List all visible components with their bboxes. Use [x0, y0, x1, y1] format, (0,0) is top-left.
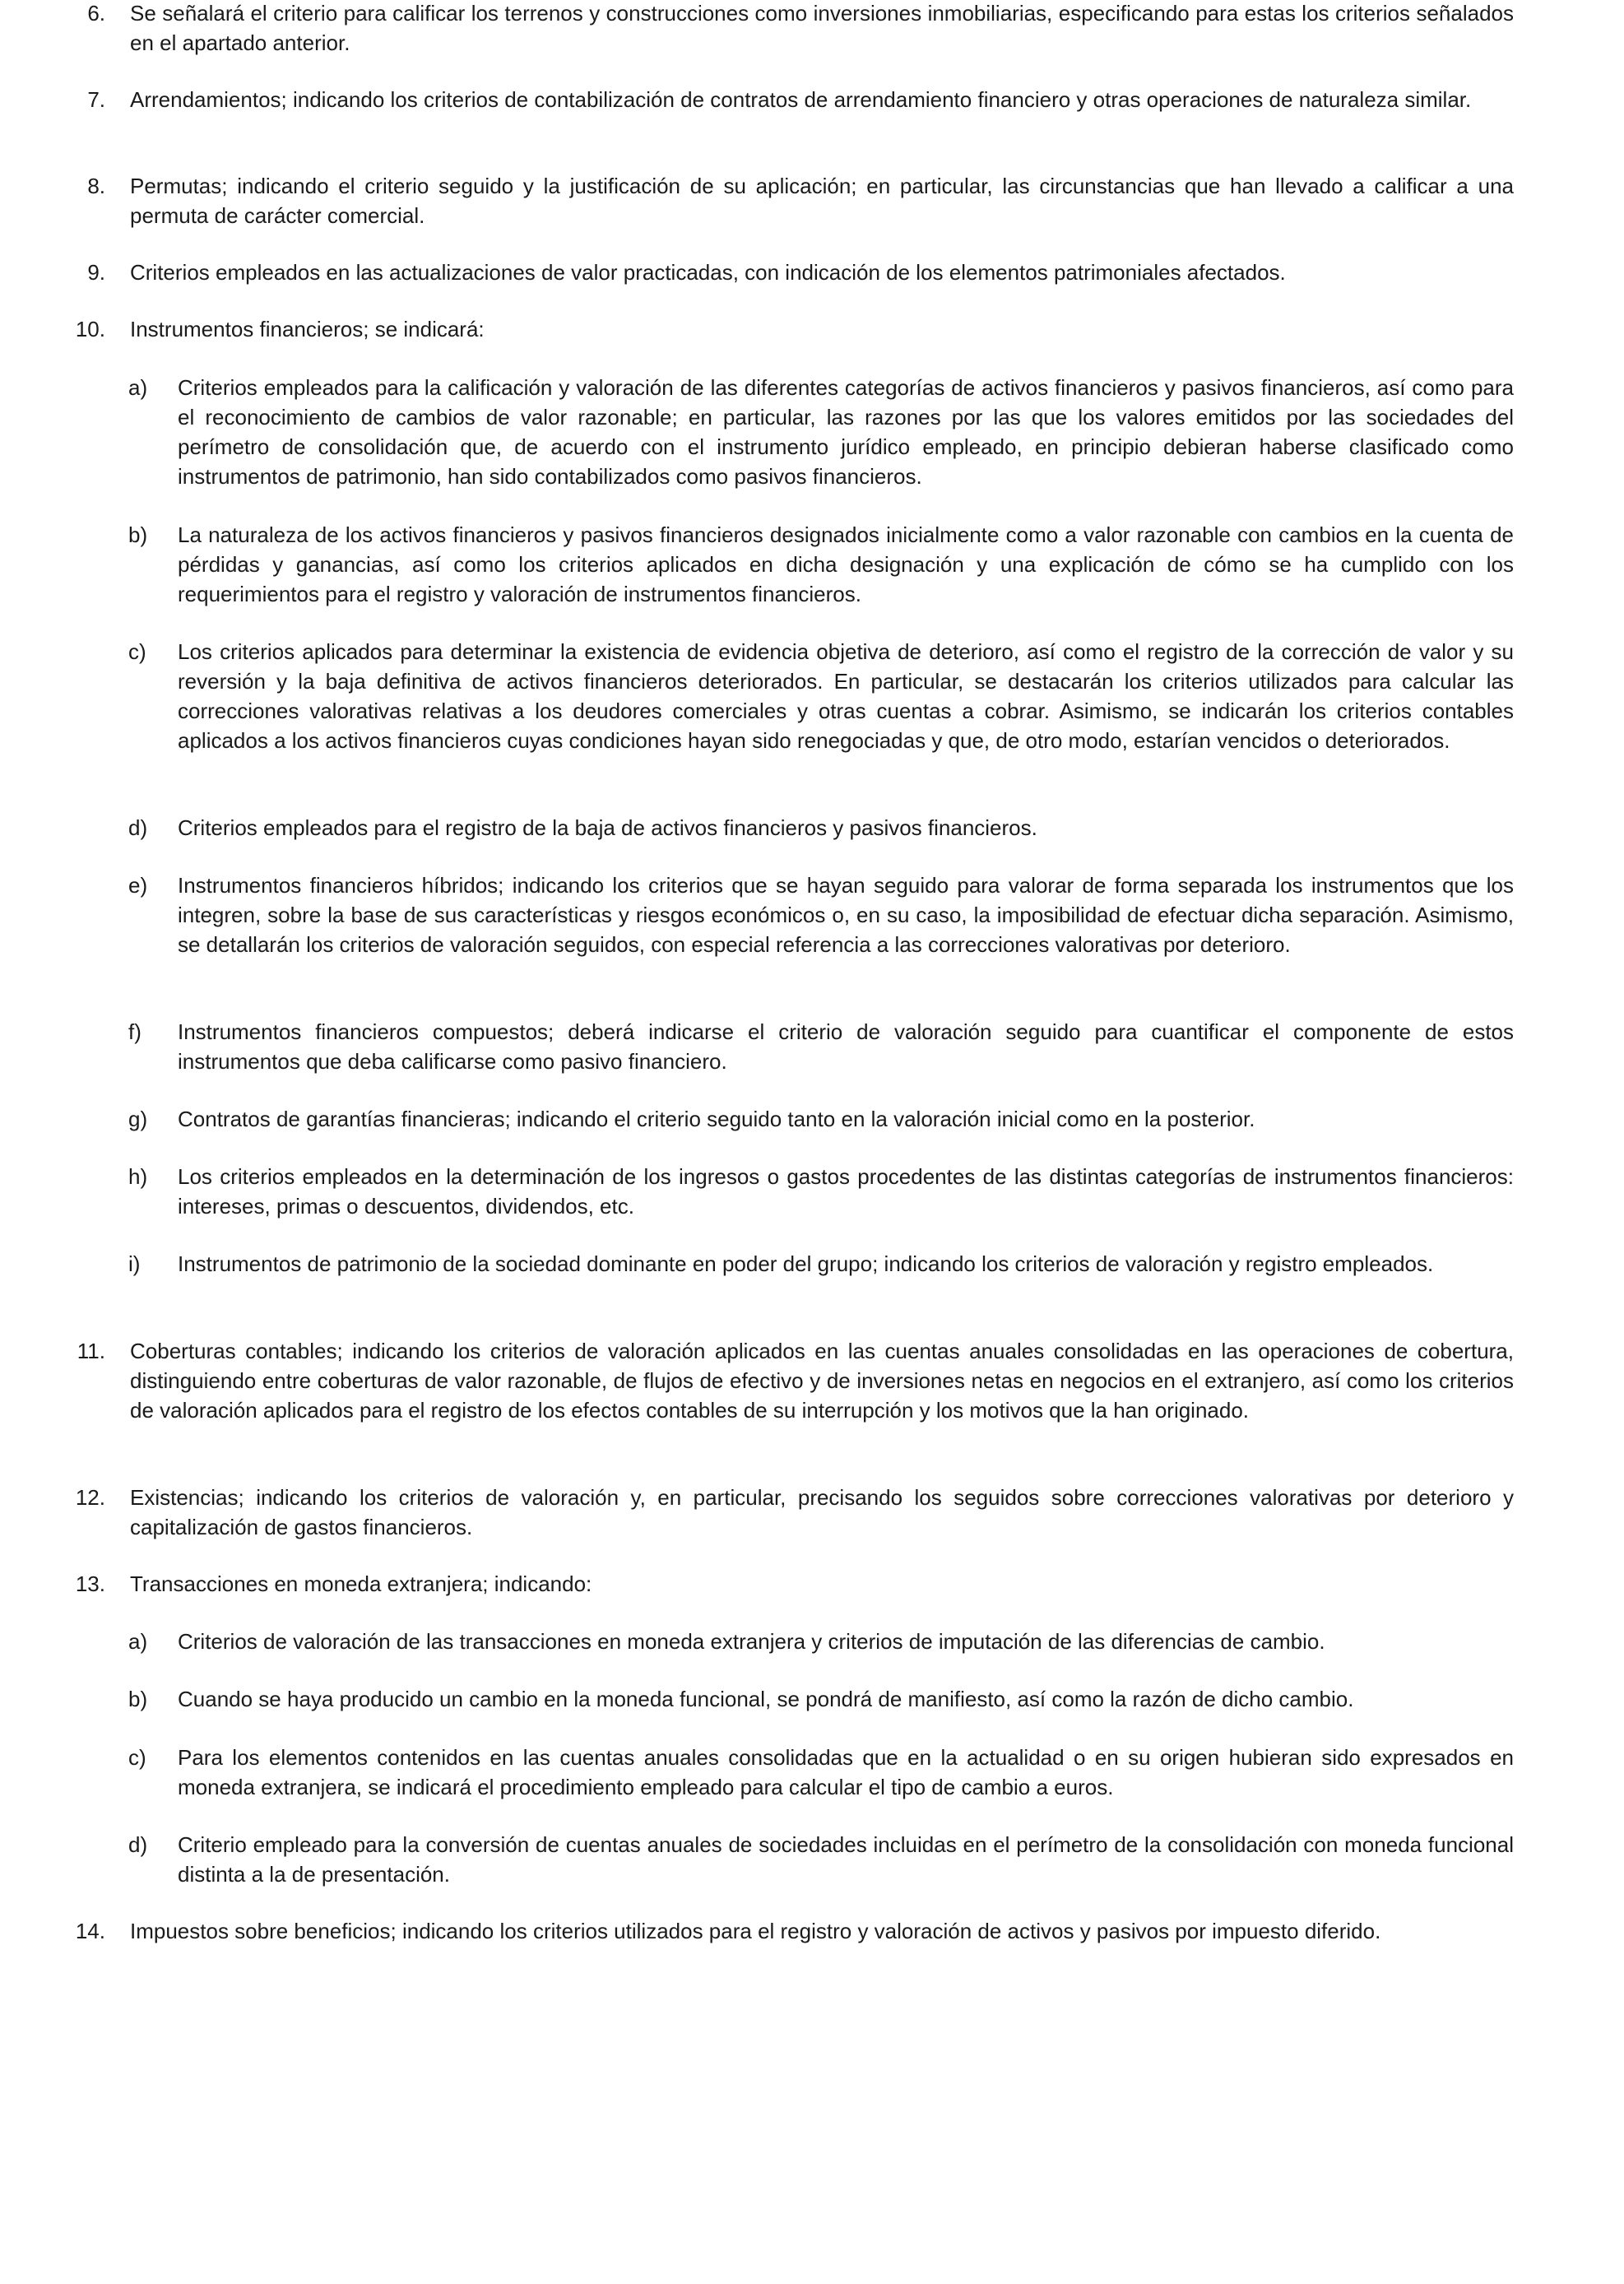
- sub-item-10-i: [128, 1249, 1514, 1279]
- sub-item-letter: b): [128, 522, 148, 547]
- sub-item-text: Criterios empleados para el registro de la baja de activos financieros y pasivos financieros.: [178, 815, 1037, 840]
- item-number: 14.: [75, 1919, 105, 1943]
- sub-item-text: Los criterios aplicados para determinar la existencia de evidencia objetiva de deterioro, así como el registro de la corrección de valor y su reversión y la baja definitiva de activos financieros deteriorados. En particular, se destacarán los criterios utilizados para calcular las correcciones valorativas relativas a los deudores comerciales y otras cuentas a cobrar. Asimismo, se indicarán los criterios contables aplicados a los activos financieros cuyas condiciones hayan sido renegociadas y que, de otro modo, estarían vencidos o deteriorados.: [178, 639, 1514, 753]
- item-text: Coberturas contables; indicando los criterios de valoración aplicados en las cuentas anuales consolidadas en las operaciones de cobertura, distinguiendo entre coberturas de valor razonable, de flujos de efectivo y de inversiones netas en negocios en el extranjero, así como los criterios de valoración aplicados para el registro de los efectos contables de su interrupción y los motivos que la han originado.: [130, 1339, 1514, 1423]
- list-item-12: [75, 1483, 1514, 1542]
- list-item-9: [87, 258, 1514, 287]
- sub-item-text: Criterio empleado para la conversión de cuentas anuales de sociedades incluidas en el perímetro de la consolidación con moneda funcional distinta a la de presentación.: [178, 1832, 1514, 1887]
- sub-item-letter: b): [128, 1687, 148, 1711]
- item-number: 7.: [87, 87, 105, 112]
- item-number: 12.: [75, 1485, 105, 1510]
- sub-item-letter: g): [128, 1107, 148, 1131]
- sub-item-10-c: [128, 637, 1514, 755]
- item-text: Arrendamientos; indicando los criterios de contabilización de contratos de arrendamiento financiero y otras operaciones de naturaleza similar.: [130, 87, 1472, 112]
- item-text: Criterios empleados en las actualizaciones de valor practicadas, con indicación de los elementos patrimoniales afectados.: [130, 260, 1286, 285]
- item-number: 6.: [87, 1, 105, 26]
- item-number: 11.: [77, 1339, 105, 1363]
- item-number: 9.: [87, 260, 105, 285]
- sub-item-text: Para los elementos contenidos en las cuentas anuales consolidadas que en la actualidad o en su origen hubieran sido expresados en moneda extranjera, se indicará el procedimiento empleado para calcular el tipo de cambio a euros.: [178, 1745, 1514, 1799]
- item-text: Impuestos sobre beneficios; indicando los criterios utilizados para el registro y valoración de activos y pasivos por impuesto diferido.: [130, 1919, 1381, 1943]
- item-number: 8.: [87, 174, 105, 198]
- sub-item-text: Cuando se haya producido un cambio en la moneda funcional, se pondrá de manifiesto, así como la razón de dicho cambio.: [178, 1687, 1354, 1711]
- sub-item-letter: a): [128, 1629, 148, 1654]
- sub-item-10-e: [128, 870, 1514, 959]
- sub-item-letter: h): [128, 1164, 148, 1189]
- sub-item-letter: a): [128, 375, 148, 400]
- sub-item-10-a: [128, 373, 1514, 491]
- list-item-7: [87, 85, 1514, 114]
- item-number: 10.: [75, 317, 105, 341]
- item-number: 13.: [75, 1571, 105, 1596]
- sub-item-text: Contratos de garantías financieras; indicando el criterio seguido tanto en la valoración inicial como en la posterior.: [178, 1107, 1255, 1131]
- sub-item-letter: i): [128, 1251, 141, 1276]
- list-item-10: [75, 314, 1514, 344]
- sub-item-text: Criterios de valoración de las transacciones en moneda extranjera y criterios de imputación de las diferencias de cambio.: [178, 1629, 1325, 1654]
- sub-item-letter: f): [128, 1019, 142, 1044]
- sub-item-13-d: [128, 1830, 1514, 1889]
- sub-item-text: Los criterios empleados en la determinación de los ingresos o gastos procedentes de las distintas categorías de instrumentos financieros: intereses, primas o descuentos, dividendos, etc.: [178, 1164, 1514, 1219]
- list-item-11: [77, 1336, 1514, 1425]
- sub-item-10-h: [128, 1162, 1514, 1221]
- sub-item-10-g: [128, 1104, 1514, 1134]
- sub-item-10-f: [128, 1017, 1514, 1076]
- sub-item-letter: c): [128, 639, 146, 664]
- item-text: Permutas; indicando el criterio seguido y la justificación de su aplicación; en particular, las circunstancias que han llevado a calificar a una permuta de carácter comercial.: [130, 174, 1514, 228]
- sub-item-text: Instrumentos de patrimonio de la sociedad dominante en poder del grupo; indicando los criterios de valoración y registro empleados.: [178, 1251, 1434, 1276]
- sub-item-text: Instrumentos financieros compuestos; deberá indicarse el criterio de valoración seguido para cuantificar el componente de estos instrumentos que deba calificarse como pasivo financiero.: [178, 1019, 1514, 1074]
- item-text: Transacciones en moneda extranjera; indicando:: [130, 1571, 592, 1596]
- item-text: Existencias; indicando los criterios de valoración y, en particular, precisando los seguidos sobre correcciones valorativas por deterioro y capitalización de gastos financieros.: [130, 1485, 1514, 1539]
- item-text: Se señalará el criterio para calificar los terrenos y construcciones como inversiones inmobiliarias, especificando para estas los criterios señalados en el apartado anterior.: [130, 1, 1514, 55]
- item-text: Instrumentos financieros; se indicará:: [130, 317, 485, 341]
- sub-item-text: Criterios empleados para la calificación y valoración de las diferentes categorías de activos financieros y pasivos financieros, así como para el reconocimiento de cambios de valor razonable; en particular, las razones por las que los valores emitidos por las sociedades del perímetro de consolidación que, de acuerdo con el instrumento jurídico empleado, en principio debieran haberse clasificado como instrumentos de patrimonio, han sido contabilizados como pasivos financieros.: [178, 375, 1514, 489]
- list-item-8: [87, 171, 1514, 230]
- sub-item-letter: d): [128, 1832, 148, 1857]
- list-item-6: [87, 0, 1514, 58]
- sub-item-letter: d): [128, 815, 148, 840]
- list-item-14: [75, 1916, 1514, 1946]
- sub-item-letter: c): [128, 1745, 146, 1770]
- sub-item-text: Instrumentos financieros híbridos; indicando los criterios que se hayan seguido para valorar de forma separada los instrumentos que los integren, sobre la base de sus características y riesgos económicos o, en su caso, la imposibilidad de efectuar dicha separación. Asimismo, se detallarán los criterios de valoración seguidos, con especial referencia a las correcciones valorativas por deterioro.: [178, 873, 1514, 957]
- sub-item-13-a: [128, 1627, 1514, 1656]
- sub-item-10-d: [128, 813, 1514, 843]
- sub-item-10-b: [128, 520, 1514, 609]
- list-item-13: [75, 1569, 1514, 1599]
- sub-item-text: La naturaleza de los activos financieros y pasivos financieros designados inicialmente como a valor razonable con cambios en la cuenta de pérdidas y ganancias, así como los criterios aplicados en dicha designación y una explicación de cómo se ha cumplido con los requerimientos para el registro y valoración de instrumentos financieros.: [178, 522, 1514, 606]
- sub-item-letter: e): [128, 873, 148, 898]
- sub-item-13-b: [128, 1684, 1514, 1714]
- sub-item-13-c: [128, 1743, 1514, 1802]
